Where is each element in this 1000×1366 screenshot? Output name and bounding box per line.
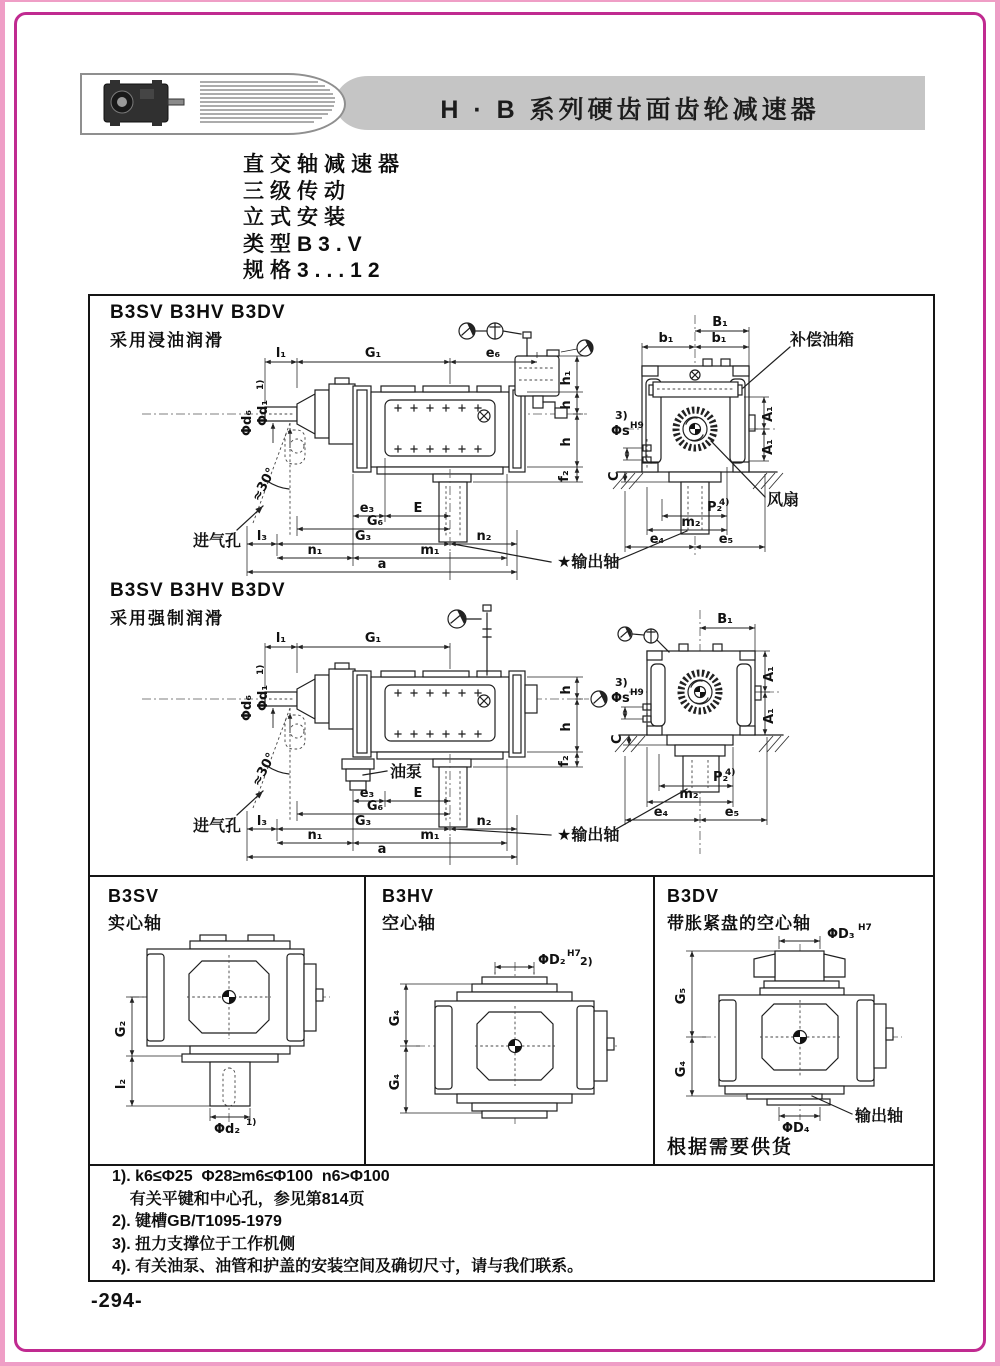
lbl-d2: Φd₂ xyxy=(214,1122,241,1137)
lbl-l3: l₃ xyxy=(256,814,268,829)
gearbox-photo-icon xyxy=(104,80,184,126)
intro-line: 三级传动 xyxy=(243,179,351,203)
lbl-a: a xyxy=(377,842,387,857)
dims-front-top xyxy=(700,612,755,651)
lbl-d6: Φd₆ xyxy=(240,409,255,436)
input-shaft xyxy=(265,378,355,444)
lbl-d6: Φd₆ xyxy=(240,694,255,721)
breather-symbols xyxy=(618,627,669,652)
footnotes xyxy=(90,1166,933,1279)
page-number: -294- xyxy=(91,1290,143,1312)
lbl-angle: ≈30° xyxy=(249,465,280,504)
inlet-label: 进气孔 xyxy=(193,816,242,835)
output-shaft-label: ★输出轴 xyxy=(557,825,620,844)
lubrication-label: 采用强制润滑 xyxy=(110,609,224,628)
lbl-b1: b₁ xyxy=(658,331,674,346)
lbl-n1: n₁ xyxy=(307,543,323,558)
lbl-C: C xyxy=(610,734,625,744)
models-label: B3SV B3HV B3DV xyxy=(110,580,286,601)
shaft-type-label: 实心轴 xyxy=(108,914,162,933)
lbl-l1: l₁ xyxy=(275,346,287,361)
panel-b3sv-heading xyxy=(108,886,162,934)
lbl-h: h xyxy=(559,685,574,695)
drawing-forced-side xyxy=(137,589,682,869)
lbl-s: Φs xyxy=(611,424,630,439)
divider-panel-2-3 xyxy=(653,875,655,1164)
footnote-line: 4). 有关油泵、油管和护盖的安装空间及确切尺寸，请与我们联系。 xyxy=(112,1258,584,1276)
lbl-B1: B₁ xyxy=(717,612,733,627)
lbl-m2: m₂ xyxy=(681,515,701,530)
lbl-H9: H9 xyxy=(630,421,644,431)
drawing-forced-front xyxy=(607,604,942,864)
footnote-line: 3). 扭力支撑位于工作机侧 xyxy=(112,1235,296,1253)
dims-bottom xyxy=(247,759,517,865)
models-label: B3SV B3HV B3DV xyxy=(110,302,286,323)
gear-housing xyxy=(353,671,537,759)
lbl-e6: e₆ xyxy=(485,346,501,361)
lubrication-label: 采用浸油润滑 xyxy=(110,331,224,350)
lbl-l2: l₂ xyxy=(114,1078,129,1090)
dims-front-top xyxy=(642,315,749,366)
footnote-line: 2). 键槽GB/T1095-1979 xyxy=(112,1213,282,1231)
lbl-D3-sup: H7 xyxy=(858,923,872,933)
lbl-h: h xyxy=(559,437,574,447)
lbl-m1: m₁ xyxy=(420,543,440,558)
drawing-immersion-side xyxy=(137,304,682,579)
oil-pump xyxy=(342,759,422,790)
lbl-d1: Φd₁ xyxy=(256,399,271,426)
lbl-D4: ΦD₄ xyxy=(782,1121,810,1136)
lbl-D2: ΦD₂ xyxy=(538,953,566,968)
output-shaft-side xyxy=(433,469,471,552)
lbl-D2-sup-2: 2) xyxy=(580,955,593,968)
lbl-G4: G₄ xyxy=(388,1009,403,1027)
output-leader xyxy=(611,789,687,832)
output-callout xyxy=(453,544,619,571)
tank-callout xyxy=(743,330,854,388)
lbl-G1: G₁ xyxy=(364,631,382,646)
lbl-C: C xyxy=(607,471,622,481)
oil-level-symbol xyxy=(561,340,593,356)
output-shaft-label: ★输出轴 xyxy=(557,552,620,571)
drawing-b3hv xyxy=(388,934,642,1134)
panel-b3hv-heading xyxy=(382,886,436,934)
gear-housing xyxy=(353,386,525,474)
lbl-H9: H9 xyxy=(630,688,644,698)
lbl-B1: B₁ xyxy=(712,315,728,330)
lbl-n2: n₂ xyxy=(476,529,492,544)
lbl-P2: P₂ xyxy=(707,500,723,515)
lbl-m2: m₂ xyxy=(679,787,699,802)
lbl-G4: G₄ xyxy=(674,1060,689,1078)
divider-panels-top xyxy=(90,875,933,877)
model-label: B3DV xyxy=(667,886,720,906)
lbl-d2-sup: 1) xyxy=(246,1118,257,1128)
air-inlet xyxy=(193,423,305,550)
intro-line: 立式安装 xyxy=(243,206,351,229)
lbl-n2: n₂ xyxy=(476,814,492,829)
lbl-l1: l₁ xyxy=(275,631,287,646)
lbl-angle: ≈30° xyxy=(249,750,280,789)
lbl-A1: A₁ xyxy=(762,666,777,682)
shaft-type-label: 空心轴 xyxy=(382,914,436,933)
lbl-A1: A₁ xyxy=(762,708,777,724)
lbl-f2: f₂ xyxy=(557,755,572,767)
tank-label: 补偿油箱 xyxy=(790,330,855,349)
lbl-e3: e₃ xyxy=(359,786,375,801)
divider-panel-1-2 xyxy=(364,875,366,1164)
lbl-h: h xyxy=(559,722,574,732)
lbl-P2-sup: 4) xyxy=(725,768,736,778)
fan-label: 风扇 xyxy=(767,490,800,509)
lbl-h1: h₁ xyxy=(559,370,574,386)
output-shaft-label: 输出轴 xyxy=(855,1106,904,1125)
solid-shaft xyxy=(210,1062,250,1106)
lbl-G6: G₆ xyxy=(366,514,384,529)
lbl-G1: G₁ xyxy=(364,346,382,361)
lbl-d1: Φd₁ xyxy=(256,684,271,711)
footnote-line: 1). k6≤Φ25 Φ28≥m6≤Φ100 n6>Φ100 xyxy=(112,1168,390,1185)
inlet-label: 进气孔 xyxy=(193,531,242,550)
dims-bottom xyxy=(247,458,517,580)
lbl-E: E xyxy=(413,786,423,801)
intro-block xyxy=(243,152,405,285)
lbl-n1: n₁ xyxy=(307,828,323,843)
footnote-line: 有关平键和中心孔，参见第814页 xyxy=(112,1190,365,1208)
lbl-m1: m₁ xyxy=(420,828,440,843)
lbl-a: a xyxy=(377,557,387,572)
input-shaft xyxy=(265,663,355,729)
lbl-s: Φs xyxy=(611,691,630,706)
page-title: H · B 系列硬齿面齿轮减速器 xyxy=(440,96,820,124)
lbl-f2: f₂ xyxy=(557,470,572,482)
lbl-e5: e₅ xyxy=(724,805,740,820)
intro-line: 规格3...12 xyxy=(243,259,386,282)
lbl-D2-sup-H7: H7 xyxy=(567,949,581,959)
panel-body xyxy=(147,935,323,1062)
supply-note: 根据需要供货 xyxy=(667,1137,794,1158)
lbl-note3: 3) xyxy=(615,409,628,422)
lbl-A1: A₁ xyxy=(761,406,776,422)
lbl-G3: G₃ xyxy=(354,529,372,544)
gearbox-logo xyxy=(82,75,340,129)
lbl-P2: P₂ xyxy=(713,770,729,785)
lbl-G4: G₄ xyxy=(388,1073,403,1091)
shrink-disc xyxy=(754,951,845,995)
pump-label: 油泵 xyxy=(390,762,423,781)
lbl-note3: 3) xyxy=(615,676,628,689)
drawing-b3sv xyxy=(102,929,352,1159)
lbl-A1: A₁ xyxy=(761,439,776,455)
lbl-G5: G₅ xyxy=(674,987,689,1005)
drawing-immersion-front xyxy=(607,309,942,574)
lbl-e4: e₄ xyxy=(649,532,665,547)
model-label: B3HV xyxy=(382,886,435,906)
lbl-d1-sup: 1) xyxy=(256,379,266,390)
output-shaft-side xyxy=(433,754,471,837)
model-label: B3SV xyxy=(108,886,160,906)
lbl-D3: ΦD₃ xyxy=(827,927,855,942)
lbl-e5: e₅ xyxy=(718,532,734,547)
lbl-G6: G₆ xyxy=(366,799,384,814)
intro-line: 直交轴减速器 xyxy=(243,153,405,176)
lbl-h: h xyxy=(559,400,574,410)
panel-body xyxy=(719,995,893,1105)
lbl-d1-sup: 1) xyxy=(256,664,266,675)
speed-lines xyxy=(200,82,335,122)
lbl-G2: G₂ xyxy=(114,1020,129,1038)
logo-box xyxy=(80,73,346,135)
content-box xyxy=(88,294,935,1282)
catalog-page xyxy=(5,2,995,1362)
intro-line: 类型B3.V xyxy=(243,232,368,256)
air-inlet xyxy=(193,708,305,835)
shaft-type-label: 带胀紧盘的空心轴 xyxy=(667,914,811,933)
lbl-E: E xyxy=(413,501,423,516)
lbl-G3: G₃ xyxy=(354,814,372,829)
lbl-e4: e₄ xyxy=(653,805,669,820)
drawing-b3dv xyxy=(662,924,942,1159)
lbl-l3: l₃ xyxy=(256,529,268,544)
breather-symbols xyxy=(448,605,491,675)
lbl-b1: b₁ xyxy=(711,331,727,346)
lbl-e3: e₃ xyxy=(359,501,375,516)
panel-body xyxy=(435,977,614,1118)
lbl-P2-sup: 4) xyxy=(719,498,730,508)
